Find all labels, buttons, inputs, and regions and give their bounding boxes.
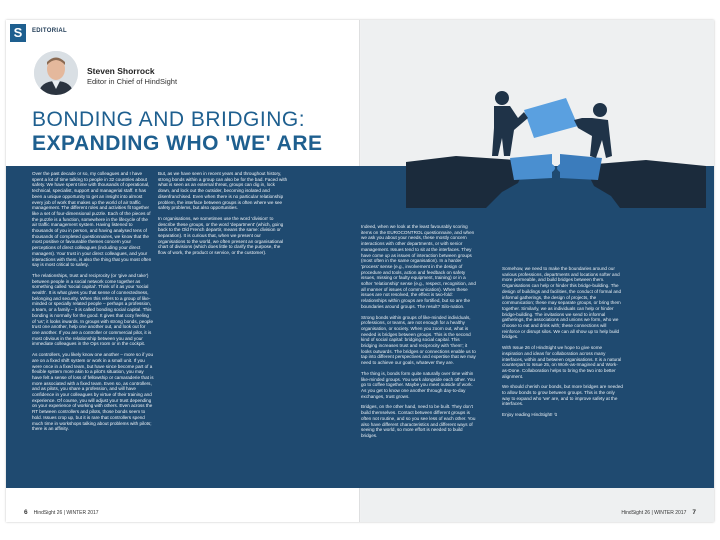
page-number-left: 6 — [24, 509, 28, 516]
paragraph: As controllers, you likely know one another – more so if you are on a fixed shift system or work in a small unit. If you were once in a fixed team, but have since become part of a flexible system more akin to a pilot's situation, you may have felt a sense of loss of fellowship or camaraderie that is more associated with a fixed team. Even so, as controllers, and as pilots, you share a profession, and will have confidence in your colleagues by virtue of their training and experience. Of course, you will adjust your trust depending on your experience of working with others. Even across the RT between controllers and pilots, those bonds seem to hold. Issues crop up, but it is rare that controllers spend much time in workshops talking about problems with pilots; there is an affinity. — [32, 352, 154, 432]
paragraph: Strong bonds within groups of like-minded individuals, professions, or teams, are not enough for a healthy organisation, or society. When you zoom out, what is needed is bridges between groups. This is the second kind of social capital: bridging social capital. This bridging increases trust and reciprocity with 'them'; it looks outwards. The bridges or connections enable us to tap into different perspectives and expertise that we may need to achieve our goals, whatever they are. — [361, 314, 476, 366]
title-line-2: EXPANDING WHO 'WE' ARE — [32, 132, 323, 155]
paragraph: With Issue 26 of HindSight we hope to give some inspiration and ideas for collaboration across many interfaces, within and between organisations. It is a natural counterpart to Issue 25, on Work-as-Imagined and Work-as-Done. Collaboration helps to bring the two into better alignment. — [502, 345, 622, 379]
hindsight-logo: S — [10, 24, 26, 42]
paragraph: The relationships, trust and reciprocity (or 'give and take') between people in a social network come together as something called 'social capital'. Think of it as your 'social wealth'. It is what gives you that sense of connectedness, belonging and security. When this refers to a group of like-minded or specially related people – perhaps a profession, a team, or a family – it is called bonding social capital. This bonding is normally for the good. It gives that cozy feeling of 'us'; it looks inwards. In groups with strong bonds, people trust one another, help one another out, and look out for one another. If you are a controller or commercial pilot, it is most obvious in the relationship between you and your immediate colleagues in the Ops room or in the cockpit. — [32, 272, 154, 347]
text-column-1 — [32, 171, 154, 437]
paragraph: Somehow, we need to make the boundaries around our various professions, departments and locations softer and more permeable, and build bridges between them. Organisations can help or hinder this bridge-building. The design of buildings and facilities, the conduct of formal and informal gatherings, the design of projects, the communication; these may separate groups, or bring them together. Similarly, we as individuals can help or hinder bridge-building. The invitations we send to informal gatherings, the associations and unions we form, who we choose to eat and drink with; these connections will reinforce or disrupt silos. We can all show up to help build bridges. — [502, 266, 622, 340]
footer-left — [24, 509, 99, 516]
page-number-right: 7 — [692, 509, 696, 516]
paragraph: Enjoy reading HindSight! ↯ — [502, 412, 558, 418]
paragraph: In organisations, we sometimes use the word 'division' to describe these groups, or the word 'department' (which, going back to the Old French departir, means the same: division or separation). It is curious that, when we present our organisations to the world, we often present an organisational chart of divisions (which does little to clarify the purpose, the flow of work, the product or service, or the customer). — [158, 215, 284, 256]
person-icon — [34, 51, 78, 95]
text-column-4 — [502, 266, 624, 423]
paragraph: Over the past decade or so, my colleagues and I have spent a lot of time talking to people in 32 countries about safety. We have spent time with thousands of operational, technical, specialist, support and managerial staff. It has been a unique opportunity to get an insight into almost every job of work that makes up the world of air traffic management. The different roles and activities fit together like a set of four-dimensional puzzle. Each of the pieces of the puzzle is a function, somewhere in the lifecycle of the air traffic management system. Having listened to thousands of you in person, and having analysed tens of thousands of completed questionnaires, we know that the most positive or favourable themes concern your perceptions of direct colleagues (including your direct managers). Your trust in your direct colleagues, and your interactions with them, is also the thing that you most often say is most critical to safety. — [32, 171, 152, 268]
author-name: Steven Shorrock — [87, 66, 155, 76]
author-role: Editor in Chief of HindSight — [87, 77, 178, 86]
footer-right — [621, 509, 696, 516]
paragraph: The thing is, bonds form quite naturally over time within like-minded groups. You work alongside each other. You go to coffee together. Maybe you meet outside of work. As you get to know one another through day-to-day exchanges, trust grows. — [361, 370, 475, 399]
text-column-2 — [158, 171, 288, 261]
title-line-1: BONDING AND BRIDGING: — [32, 108, 306, 131]
paragraph: Bridges, on the other hand, need to be built. They don't build themselves. Contact between different groups is often not routine, and so you see less of each other. You also have different characteristics and different ways of seeing the world, so more effort is needed to build bridges. — [361, 404, 476, 438]
section-label: EDITORIAL — [32, 28, 67, 34]
text-column-3 — [361, 224, 477, 444]
article-title — [32, 108, 323, 156]
footer-left-text: HindSight 26 | WINTER 2017 — [33, 510, 99, 516]
bridge-puzzle-illustration — [406, 58, 706, 208]
paragraph: But, as we have seen in recent years and throughout history, strong bonds within a group can also be for the bad. Faced with what is seen as an external threat, groups can dig in, lock down, and lock out the outsider, becoming isolated and disenfranchised. Even when there is no particular relationship problem, the interface between groups is often where we see safety problems, but also opportunities. — [158, 171, 288, 211]
paragraph: Indeed, when we look at the least favourably scoring items on the EUROCONTROL questionnaire, and when we ask you about your needs, these mostly concern interactions with other departments, or with senior management. Issues tend to sit at the interfaces. They have come up as issues of interaction between groups (most often in the same organisation). In a harder 'process' sense (e.g., involvement in the design of procedure and tools, action and feedback on safety issues, missing or faulty equipment, training) or in a softer 'relationship' sense (e.g., respect, recognition, and all manner of issues of communication). When these issues are not resolved, the effect is two-fold: relationships within groups are fortified, but so are the boundaries around groups. The result? Silo-nation. — [361, 224, 476, 309]
author-avatar — [34, 51, 78, 95]
footer-right-text: HindSight 26 | WINTER 2017 — [621, 510, 687, 516]
magazine-spread — [6, 20, 714, 522]
paragraph: We should cherish our bonds, but more bridges are needed to allow bonds to grow between groups. This is the only way to expand who 'we' are, and to improve safety at the interfaces. — [502, 384, 623, 407]
